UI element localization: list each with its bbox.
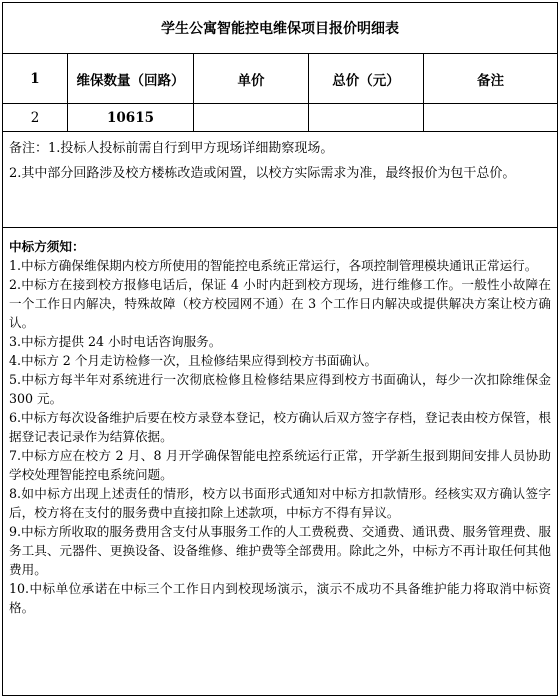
header-unit-price-cell: 单价 [194,54,309,103]
data-quantity-cell: 10615 [68,104,194,131]
notes-section [3,132,557,228]
note-item-2: 2.其中部分回路涉及校方楼栋改造或闲置，以校方实际需求为准，最终报价为包干总价。 [9,166,516,181]
requirement-item-10: 10.中标单位承诺在中标三个工作日内到校现场演示，演示不成功不具备维护能力将取消中标资格。 [9,581,551,615]
requirement-item-8: 8.如中标方出现上述责任的情形，校方以书面形式通知对中标方扣款情形。经核实双方确认签字后，校方将在支付的服务费中直接扣除上述款项，中标方不得有异议。 [9,486,551,520]
note-item-1: 备注：1.投标人投标前需自行到甲方现场详细勘察现场。 [9,141,334,156]
header-remarks-cell: 备注 [477,72,504,89]
requirement-item-1: 1.中标方确保维保期内校方所使用的智能控电系统正常运行，各项控制管理模块通讯正常运行。 [9,258,538,273]
header-quantity-cell: 维保数量（回路） [68,54,194,103]
table-title-row [3,3,557,54]
data-total-price-cell [309,104,424,131]
requirements-title: 中标方须知： [9,239,85,254]
requirement-item-5: 5.中标方每半年对系统进行一次彻底检修且检修结果应得到校方书面确认，每少一次扣除维保金 300 元。 [9,372,551,406]
quotation-sheet [2,2,558,696]
table-title: 学生公寓智能控电维保项目报价明细表 [161,21,399,37]
data-index-cell: 2 [3,104,68,131]
requirement-item-3: 3.中标方提供 24 小时电话咨询服务。 [9,334,222,349]
data-unit-price-cell [194,104,309,131]
data-remarks-cell [424,104,557,131]
header-row [3,54,557,104]
header-total-price-cell: 总价（元） [309,54,424,103]
requirement-item-9: 9.中标方所收取的服务费用含支付从事服务工作的人工费税费、交通费、通讯费、服务管理费、服务工具、元器件、更换设备、设备维修、维护费等全部费用。除此之外，中标方不再计取任何其他费用。 [9,524,551,577]
requirement-item-2: 2.中标方在接到校方报修电话后，保证 4 小时内赶到校方现场，进行维修工作。一般性小故障在一个工作日内解决，特殊故障（校方校园网不通）在 3 个工作日内解决或提供解决方案让校方确认。 [9,277,551,330]
requirement-item-7: 7.中标方应在校方 2 月、8 月开学确保智能电控系统运行正常，开学新生报到期间安排人员协助学校处理智能控电系统问题。 [9,448,551,482]
data-row [3,104,557,132]
requirements-section [3,228,557,617]
requirement-item-6: 6.中标方每次设备维护后要在校方录登本登记，校方确认后双方签字存档，登记表由校方保管，根据登记表记录作为结算依据。 [9,410,551,444]
header-index-cell: 1 [3,54,68,103]
requirement-item-4: 4.中标方 2 个月走访检修一次，且检修结果应得到校方书面确认。 [9,353,378,368]
